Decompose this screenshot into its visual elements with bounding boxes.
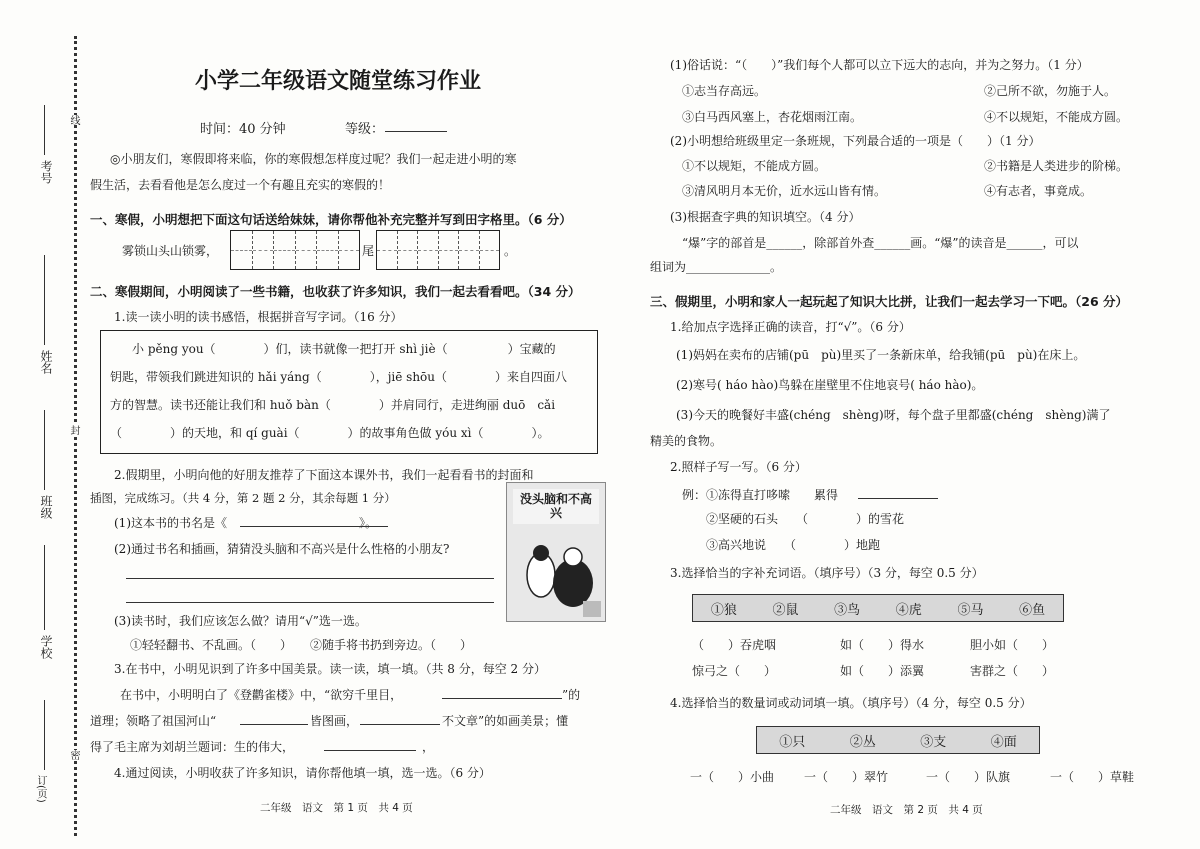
passage-line-4: （ ）的天地，和 qí guài（ ）的故事角色做 yóu xì（ ）。	[110, 426, 550, 440]
t3-idiom-2: 如（ ）得水	[840, 638, 925, 652]
name-label: 姓名	[39, 350, 53, 374]
exam-number-blank	[44, 105, 45, 155]
t3-title: 3.选择恰当的字补充词语。（填序号）（3 分，每空 0.5 分）	[670, 566, 984, 580]
book-cover-title: 没头脑和不高兴	[513, 489, 599, 524]
exam-number-label: 考号	[39, 160, 53, 184]
t2-blank-1[interactable]	[858, 498, 938, 499]
grade-label: 等级：	[345, 122, 385, 137]
r2-question: (2)小明想给班级里定一条班规，下列最合适的一项是（ ）（1 分）	[670, 134, 1041, 148]
q3-line-3: 得了毛主席为刘胡兰题词：生的伟大，	[90, 740, 295, 754]
seal-mark: 封	[68, 425, 79, 435]
t3-option: ③鸟	[834, 602, 861, 618]
book-title-blank[interactable]	[240, 526, 388, 527]
t3-option: ①狼	[710, 602, 737, 618]
intro-line-1: ◎小朋友们，寒假即将来临，你的寒假想怎样度过呢？我们一起走进小明的寒	[110, 152, 517, 166]
passage-line-1: 小 pěng you（ ）们，读书就像一把打开 shì jiè（ ）宝藏的	[132, 342, 556, 356]
binding-strip	[0, 0, 88, 849]
q2-3: (3)读书时，我们应该怎么做？请用“√”选一选。	[114, 614, 367, 628]
q3-line-3-end: ，	[422, 740, 435, 754]
section-3-heading: 三、假期里，小明和家人一起玩起了知识大比拼，让我们一起去学习一下吧。（26 分）	[650, 294, 1128, 309]
school-label: 学校	[39, 635, 53, 659]
t2-item-2: ②坚硬的石头 （ ）的雪花	[706, 512, 905, 526]
time-label: 时间：40 分钟	[200, 122, 286, 137]
secret-mark: 密	[68, 750, 79, 760]
page-2-footer: 二年级 语文 第 2 页 共 4 页	[830, 804, 983, 816]
t4-item-4: 一（ ）草鞋	[1050, 770, 1135, 784]
t4-option: ③支	[920, 734, 947, 750]
t1-sentence-3b: 精美的食物。	[650, 434, 723, 448]
page-1-footer: 二年级 语文 第 1 页 共 4 页	[260, 802, 413, 814]
r1-question: (1)俗话说：“（ ）”我们每个人都可以立下远大的志向，并为之努力。（1 分）	[670, 58, 1089, 72]
t3-idiom-4: 惊弓之（ ）	[692, 664, 777, 678]
t1-sentence-2: (2)寒号( háo hào)鸟躲在崖壁里不住地哀号( háo hào)。	[676, 378, 984, 392]
q2-title-2: 插图，完成练习。（共 4 分，第 2 题 2 分，其余每题 1 分）	[90, 491, 396, 505]
intro-line-2: 假生活，去看看他是怎么度过一个有趣且充实的寒假的！	[90, 178, 391, 192]
q3-line-2c: 不文章”的如画美景；懂	[442, 714, 569, 728]
q3-line-2b: 皆图画，	[310, 714, 359, 728]
t2-example: 例：①冻得直打哆嗦 累得	[682, 488, 839, 502]
book-cover-illustration	[507, 531, 605, 621]
s1-middle: 尾	[362, 244, 375, 258]
r3-line-2: 组词为______________。	[650, 260, 783, 274]
r1-option-c: ③白马西风塞上，杏花烟雨江南。	[682, 110, 863, 124]
t4-option: ②丛	[849, 734, 876, 750]
t3-option: ②鼠	[772, 602, 799, 618]
q2-title-1: 2.假期里，小明向他的好朋友推荐了下面这本课外书，我们一起看看书的封面和	[114, 468, 534, 482]
school-blank	[44, 545, 45, 630]
q2-2: (2)通过书名和插画，猜猜没头脑和不高兴是什么性格的小朋友?	[114, 542, 450, 556]
t1-sentence-3: (3)今天的晚餐好丰盛(chéng shèng)呀，每个盘子里都盛(chéng shèng)满了	[676, 408, 1111, 422]
t3-idiom-1: （ ）吞虎咽	[692, 638, 777, 652]
answer-line-1[interactable]	[126, 578, 494, 579]
q3-blank-2[interactable]	[240, 724, 308, 725]
q3-blank-4[interactable]	[324, 750, 416, 751]
t4-item-1: 一（ ）小曲	[690, 770, 775, 784]
q3-line-1: 在书中，小明明白了《登鹳雀楼》中，“欲穷千里目，	[120, 688, 403, 702]
line-mark: 线	[68, 115, 79, 125]
s1-end: 。	[504, 244, 517, 258]
book-cover-image	[506, 482, 606, 622]
binding-dotted-line	[74, 36, 77, 836]
page-2	[640, 0, 1180, 849]
tianzi-grid-2[interactable]	[376, 230, 500, 270]
binding-corner-label: 订(页)	[35, 775, 46, 803]
q3-blank-1[interactable]	[442, 698, 562, 699]
r1-option-a: ①志当存高远。	[682, 84, 767, 98]
t3-idiom-5: 如（ ）添翼	[840, 664, 925, 678]
r3-question: (3)根据查字典的知识填空。（4 分）	[670, 210, 861, 224]
t4-item-3: 一（ ）队旗	[926, 770, 1011, 784]
t3-options-box	[692, 594, 1064, 622]
r1-option-b: ②己所不欲，勿施于人。	[984, 84, 1117, 98]
t3-option: ⑤马	[957, 602, 984, 618]
page-title: 小学二年级语文随堂练习作业	[195, 69, 482, 94]
r3-line-1: “爆”字的部首是______，除部首外查______画。“爆”的读音是______，可以	[682, 236, 1079, 250]
r1-option-d: ④不以规矩，不能成方圆。	[984, 110, 1129, 124]
q3-line-2a: 道理；领略了祖国河山“	[90, 714, 217, 728]
class-blank	[44, 410, 45, 490]
answer-line-2[interactable]	[126, 602, 494, 603]
r2-option-a: ①不以规矩，不能成方圆。	[682, 159, 827, 173]
t4-option: ①只	[779, 734, 806, 750]
q3-line-1-end: ”的	[562, 688, 581, 702]
t2-item-3: ③高兴地说 （ ）地跑	[706, 538, 881, 552]
r2-option-d: ④有志者，事竟成。	[984, 184, 1093, 198]
section-1-heading: 一、寒假，小明想把下面这句话送给妹妹，请你帮他补充完整并写到田字格里。（6 分）	[90, 212, 572, 227]
q3-title: 3.在书中，小明见识到了许多中国美景。读一读，填一填。（共 8 分，每空 2 分）	[114, 662, 546, 676]
name-blank	[44, 255, 45, 345]
t3-option: ④虎	[895, 602, 922, 618]
q1-title: 1.读一读小明的读书感悟，根据拼音写字词。（16 分）	[114, 310, 403, 324]
s1-prefix: 雾锁山头山锁雾，	[122, 244, 219, 258]
r2-option-c: ③清风明月本无价，近水远山皆有情。	[682, 184, 887, 198]
passage-line-3: 方的智慧。读书还能让我们和 huǒ bàn（ ）并肩同行，走进绚丽 duō cǎi	[110, 398, 556, 412]
t2-title: 2.照样子写一写。（6 分）	[670, 460, 807, 474]
q3-blank-3[interactable]	[360, 724, 440, 725]
t3-option: ⑥鱼	[1019, 602, 1046, 618]
extra-blank	[44, 700, 45, 770]
t3-idiom-6: 害群之（ ）	[970, 664, 1055, 678]
t4-title: 4.选择恰当的数量词或动词填一填。（填序号）（4 分，每空 0.5 分）	[670, 696, 1032, 710]
tianzi-grid-1[interactable]	[230, 230, 360, 270]
q2-1: (1)这本书的书名是《 》。	[114, 516, 377, 530]
q4-title: 4.通过阅读，小明收获了许多知识，请你帮他填一填，选一选。（6 分）	[114, 766, 491, 780]
r2-option-b: ②书籍是人类进步的阶梯。	[984, 159, 1129, 173]
t4-options-box	[756, 726, 1040, 754]
t4-option: ④面	[990, 734, 1017, 750]
class-label: 班级	[39, 495, 53, 519]
t1-sentence-1: (1)妈妈在卖布的店铺(pū pù)里买了一条新床单，给我铺(pū pù)在床上。	[676, 348, 1086, 362]
q2-3-options: ①轻轻翻书、不乱画。（ ） ②随手将书扔到旁边。（ ）	[130, 638, 473, 652]
page-1	[90, 0, 610, 849]
t1-title: 1.给加点字选择正确的读音，打“√”。（6 分）	[670, 320, 911, 334]
section-2-heading: 二、寒假期间，小明阅读了一些书籍，也收获了许多知识，我们一起去看看吧。（34 分）	[90, 284, 581, 299]
t3-idiom-3: 胆小如（ ）	[970, 638, 1055, 652]
passage-line-2: 钥匙，带领我们跳进知识的 hǎi yáng（ ），jiē shōu（ ）来自四面八	[110, 370, 568, 384]
t4-item-2: 一（ ）翠竹	[804, 770, 889, 784]
grade-blank[interactable]	[385, 131, 447, 132]
